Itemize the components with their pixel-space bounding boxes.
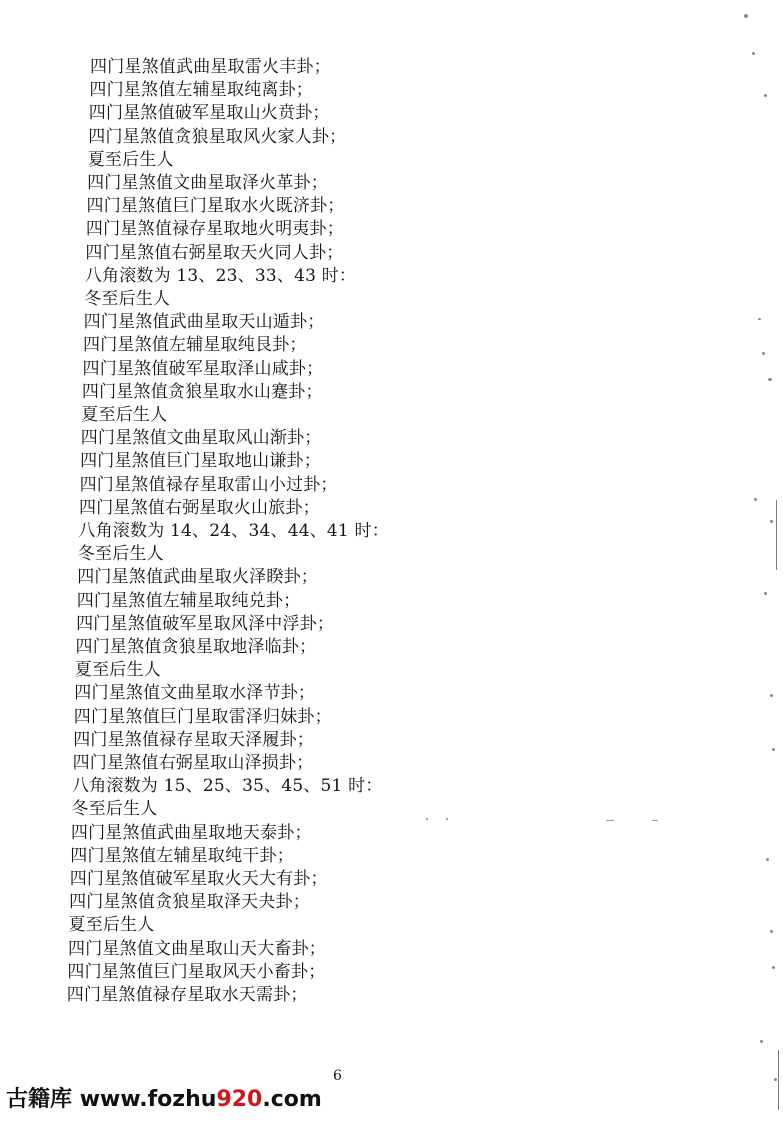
scan-speck xyxy=(760,1040,763,1043)
text-line: 夏至后生人 xyxy=(68,915,155,936)
text-line: 四门星煞值破军星取山火贲卦； xyxy=(88,103,330,124)
text-line: 四门星煞值贪狼星取地泽临卦； xyxy=(75,637,317,657)
text-line: 四门星煞值破军星取泽山咸卦； xyxy=(82,358,324,379)
scan-speck xyxy=(768,378,772,381)
text-line: 四门星煞值左辅星取纯艮卦； xyxy=(83,335,307,356)
text-line: 四门星煞值文曲星取风山渐卦； xyxy=(80,428,322,449)
scan-speck xyxy=(754,498,757,501)
text-line: 夏至后生人 xyxy=(74,660,161,681)
text-line: 四门星煞值禄存星取天泽履卦； xyxy=(73,729,314,750)
scan-speck xyxy=(770,930,773,933)
watermark-url-suffix: .com xyxy=(262,1087,322,1112)
text-line: 四门星煞值禄存星取地火明夷卦； xyxy=(85,219,344,240)
text-line: 四门星煞值巨门星取风天小畜卦； xyxy=(67,961,326,982)
text-line: 四门星煞值贪狼星取泽天夬卦； xyxy=(69,892,310,913)
scan-speck xyxy=(772,748,775,751)
text-line: 四门星煞值武曲星取地天泰卦； xyxy=(70,822,312,843)
text-line: 四门星煞值右弼星取火山旅卦； xyxy=(79,497,320,518)
text-line: 夏至后生人 xyxy=(81,405,168,425)
scan-speck xyxy=(764,592,767,595)
text-line: 四门星煞值武曲星取雷火丰卦； xyxy=(90,57,331,77)
text-line: 四门星煞值文曲星取泽火革卦； xyxy=(87,173,328,193)
scan-speck xyxy=(770,694,773,697)
site-watermark xyxy=(6,1086,322,1114)
text-line: 冬至后生人 xyxy=(71,799,158,820)
scan-speck xyxy=(772,966,775,969)
scan-speck xyxy=(744,14,748,18)
text-line: 四门星煞值巨门星取雷泽归妹卦； xyxy=(73,706,332,727)
watermark-site-name: 古籍库 xyxy=(6,1087,73,1112)
text-line: 四门星煞值左辅星取纯兑卦； xyxy=(76,590,301,611)
scan-margin-line xyxy=(778,1050,779,1110)
text-line: 四门星煞值巨门星取水火既济卦； xyxy=(86,196,345,217)
text-line: 四门星煞值左辅星取纯干卦； xyxy=(70,845,294,866)
page-number: 6 xyxy=(333,1068,342,1084)
scan-speck xyxy=(764,94,767,97)
scan-speck xyxy=(774,1078,777,1081)
text-line: 四门星煞值破军星取风泽中浮卦； xyxy=(76,613,335,634)
text-line: 夏至后生人 xyxy=(87,149,174,170)
text-line: 四门星煞值禄存星取雷山小过卦； xyxy=(79,474,338,495)
text-line: 冬至后生人 xyxy=(84,289,171,309)
scan-speck xyxy=(758,318,761,320)
text-line: 四门星煞值巨门星取地山谦卦； xyxy=(80,451,321,472)
watermark-url-number: 920 xyxy=(216,1087,263,1112)
text-line: 八角滚数为 15、25、35、45、51 时： xyxy=(72,776,383,797)
text-line: 四门星煞值文曲星取山天大畜卦； xyxy=(68,938,326,959)
scan-margin-line xyxy=(776,500,777,570)
text-line: 四门星煞值贪狼星取风火家人卦； xyxy=(88,126,347,147)
text-line: 四门星煞值破军星取火天大有卦； xyxy=(69,869,328,889)
scan-speck xyxy=(762,352,765,355)
scan-speck xyxy=(446,818,448,820)
text-line: 八角滚数为 14、24、34、44、41 时： xyxy=(78,521,389,541)
text-line: 四门星煞值右弼星取天火同人卦； xyxy=(85,242,344,263)
text-line: 八角滚数为 13、23、33、43 时： xyxy=(84,265,357,286)
text-line: 四门星煞值武曲星取天山遁卦； xyxy=(83,312,325,333)
text-line: 四门星煞值贪狼星取水山蹇卦； xyxy=(81,381,323,402)
text-line: 四门星煞值武曲星取火泽睽卦； xyxy=(77,567,318,588)
text-line: 四门星煞值左辅星取纯离卦； xyxy=(89,80,313,101)
text-line: 冬至后生人 xyxy=(77,544,164,565)
text-line: 四门星煞值文曲星取水泽节卦； xyxy=(74,683,316,704)
text-line: 四门星煞值禄存星取水天需卦； xyxy=(66,985,308,1005)
scan-dash xyxy=(606,820,614,821)
text-line: 四门星煞值右弼星取山泽损卦； xyxy=(72,753,314,773)
scan-dash xyxy=(652,820,658,821)
scan-speck xyxy=(770,520,773,523)
scan-speck xyxy=(752,52,755,55)
scan-speck xyxy=(766,858,769,861)
scan-speck xyxy=(426,818,428,820)
watermark-url-prefix: www.fozhu xyxy=(79,1087,217,1112)
